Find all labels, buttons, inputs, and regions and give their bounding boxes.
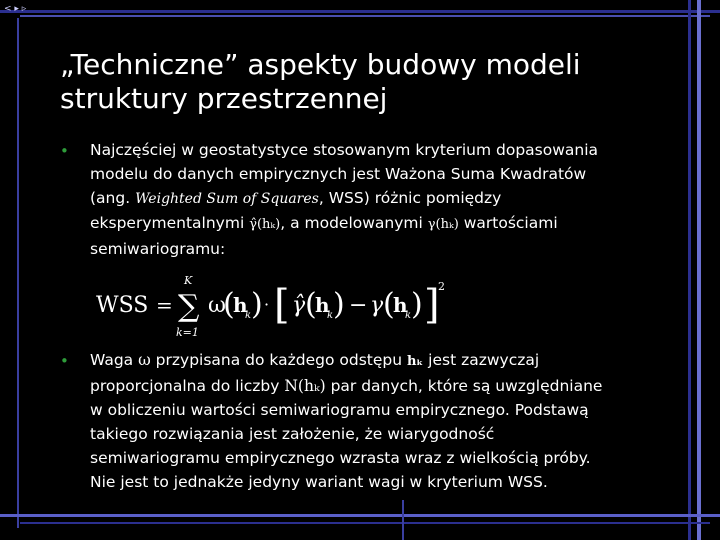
bullet-1-line-4-a: eksperymentalnymi <box>90 214 250 232</box>
wss-formula <box>96 272 496 342</box>
bullet-2-line-5: semiwariogramu empirycznego wzrasta wraz z wielkością próby. <box>90 449 591 467</box>
formula-k-3: k <box>405 310 412 321</box>
formula-omega: ω <box>208 293 226 318</box>
formula-gamma: γ <box>370 293 384 318</box>
formula-bracket-close: ] <box>424 282 440 328</box>
decor-bar-top <box>0 10 720 13</box>
bullet-1-line-2: modelu do danych empirycznych jest Ważona Suma Kwadratów <box>90 165 587 183</box>
formula-gamma-hat: γ̂ <box>292 293 306 318</box>
bullet-1-line-3 <box>90 186 710 211</box>
bullet-dot: • <box>60 142 69 160</box>
formula-k-2: k <box>327 310 334 321</box>
wss-english-term: Weighted Sum of Squares <box>135 191 319 207</box>
bullet-2-line-2-b: par danych, które są uwzględniane <box>325 377 603 395</box>
experimental-gamma-symbol: γ̂(hₖ) <box>249 217 281 232</box>
slide-nav-mark[interactable]: < ▸ ▹ <box>4 4 27 14</box>
bullet-1-line-3-a: (ang. <box>90 189 136 207</box>
bullet-2-line-1-b: przypisana do każdego odstępu <box>150 351 407 369</box>
formula-paren-close-3: ) <box>411 287 423 322</box>
formula-paren-close-1: ) <box>251 287 263 322</box>
formula-equals: = <box>156 293 173 317</box>
bullet-2-line-2-a: proporcjonalna do liczby <box>90 377 285 395</box>
formula-bracket-open: [ <box>274 282 290 328</box>
formula-lhs: WSS <box>96 293 149 318</box>
bullet-dot: • <box>60 352 69 370</box>
formula-paren-open-3: ( <box>383 287 395 322</box>
bullet-2-line-1-a: Waga <box>90 351 139 369</box>
omega-symbol: ω <box>138 351 151 369</box>
bullet-2-text <box>90 348 710 494</box>
formula-h-2: h <box>315 293 330 317</box>
decor-bar-bottom-2 <box>20 522 710 524</box>
bullet-2-line-2 <box>90 374 710 398</box>
bullet-2-line-1-c: jest zazwyczaj <box>423 351 540 369</box>
bullet-1-line-3-b: , WSS) różnic pomiędzy <box>318 189 502 207</box>
decor-bar-top-2 <box>20 15 710 17</box>
formula-sum-sign: ∑ <box>178 289 200 324</box>
lag-h-symbol: hₖ <box>406 354 424 369</box>
pair-count-symbol: N(hₖ) <box>284 377 326 395</box>
formula-h-3: h <box>393 293 408 317</box>
bullet-1-line-4-c: wartościami <box>458 214 558 232</box>
bullet-1-text <box>90 138 710 261</box>
bullet-2-line-3: w obliczeniu wartości semiwariogramu empirycznego. Podstawą <box>90 401 589 419</box>
formula-power: 2 <box>438 280 445 293</box>
bullet-1-line-5: semiwariogramu: <box>90 240 226 258</box>
formula-h-1: h <box>233 293 248 317</box>
formula-dot: · <box>264 295 270 314</box>
bullet-2-line-1 <box>90 348 710 374</box>
slide-title: „Techniczne” aspekty budowy modeli struktury przestrzennej <box>60 48 581 115</box>
formula-sum-upper: K <box>184 274 193 287</box>
decor-bar-bottom-vertical <box>402 500 404 540</box>
bullet-1-line-4 <box>90 211 710 237</box>
formula-k-1: k <box>245 310 252 321</box>
formula-paren-open-2: ( <box>305 287 317 322</box>
bullet-1-line-1: Najczęściej w geostatystyce stosowanym kryterium dopasowania <box>90 141 599 159</box>
formula-sum-lower: k=1 <box>176 326 199 339</box>
bullet-1-line-4-b: , a modelowanymi <box>280 214 428 232</box>
bullet-2-line-6: Nie jest to jednakże jedyny wariant wagi w kryterium WSS. <box>90 473 548 491</box>
decor-bar-bottom-1 <box>0 514 720 517</box>
decor-bar-left <box>17 18 19 528</box>
bullet-2-line-4: takiego rozwiązania jest założenie, że wiarygodność <box>90 425 495 443</box>
model-gamma-symbol: γ(hₖ) <box>427 217 459 232</box>
formula-minus: − <box>349 293 368 318</box>
formula-paren-close-2: ) <box>333 287 345 322</box>
formula-paren-open-1: ( <box>223 287 235 322</box>
